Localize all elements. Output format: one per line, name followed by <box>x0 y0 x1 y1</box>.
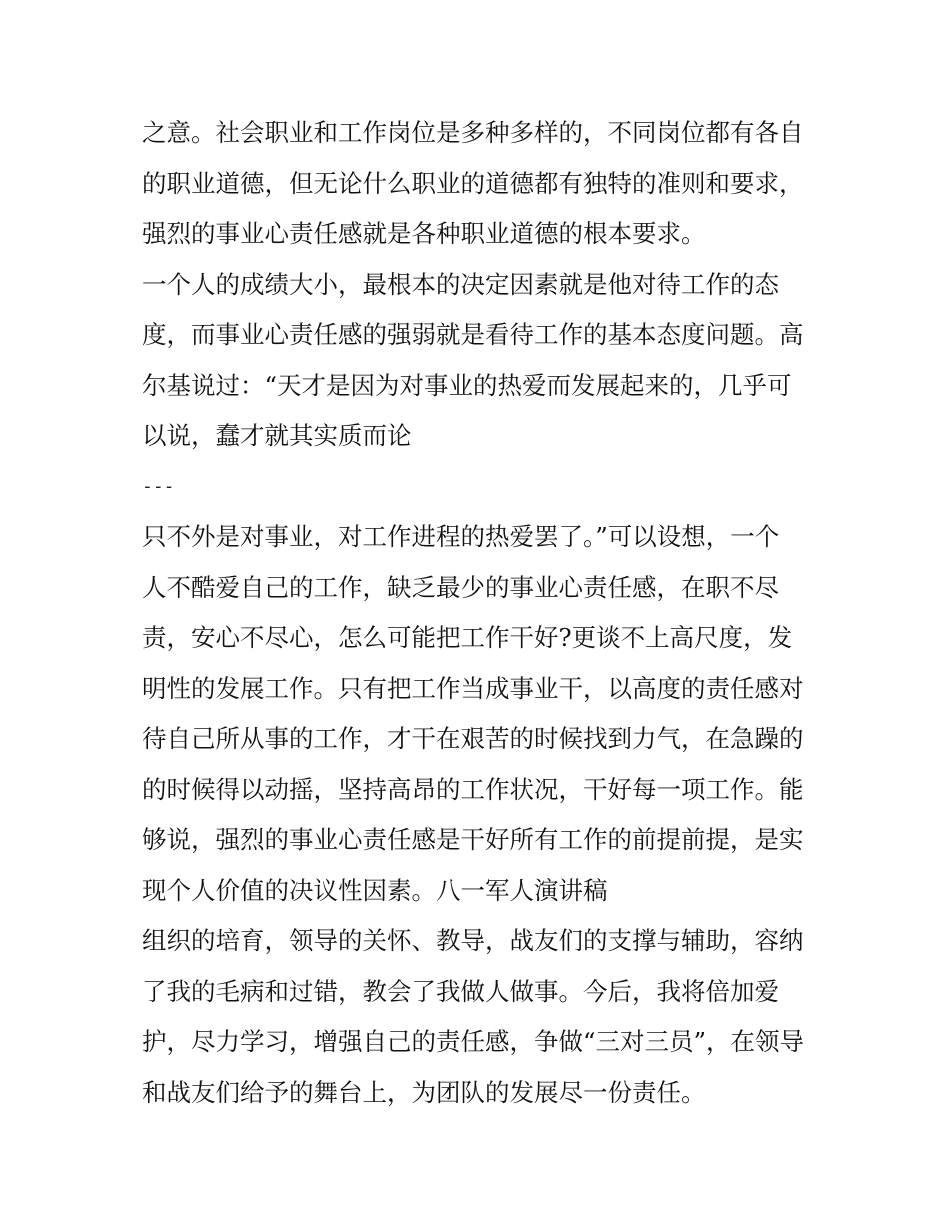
text-line: 和战友们给予的舞台上，为团队的发展尽一份责任。 <box>142 1077 706 1107</box>
text-line: 待自己所从事的工作，才干在艰苦的时候找到力气，在急躁的 <box>142 724 804 753</box>
text-line: 以说，蠢才就其实质而论 <box>142 421 412 450</box>
text-line: 只不外是对事业，对工作进程的热爱罢了。”可以设想，一个 <box>142 522 780 551</box>
text-line: 人不酷爱自己的工作，缺乏最少的事业心责任感，在职不尽 <box>142 572 779 602</box>
page-separator: --- <box>142 475 175 497</box>
text-line: 责，安心不尽心，怎么可能把工作干好?更谈不上高尺度，发 <box>142 623 793 652</box>
text-line: 够说，强烈的事业心责任感是干好所有工作的前提前提，是实 <box>142 825 804 854</box>
text-line: 之意。社会职业和工作岗位是多种多样的，不同岗位都有各自 <box>142 118 804 147</box>
text-line: 的时候得以动摇，坚持高昂的工作状况，干好每一项工作。能 <box>142 774 804 804</box>
text-line: 一个人的成绩大小，最根本的决定因素就是他对待工作的态 <box>142 269 779 299</box>
text-line: 尔基说过：“天才是因为对事业的热爱而发展起来的，几乎可 <box>142 370 792 400</box>
text-line: 现个人价值的决议性因素。八一军人演讲稿 <box>142 875 608 905</box>
text-line: 护，尽力学习，增强自己的责任感，争做“三对三员”，在领导 <box>142 1027 805 1056</box>
document-body <box>142 108 814 1118</box>
text-line: 度，而事业心责任感的强弱就是看待工作的基本态度问题。高 <box>142 320 804 349</box>
text-line: 组织的培育，领导的关怀、教导，战友们的支撑与辅助，容纳 <box>142 926 804 955</box>
text-line: 了我的毛病和过错，教会了我做人做事。今后，我将倍加爱 <box>142 976 779 1006</box>
text-line: 明性的发展工作。只有把工作当成事业干，以高度的责任感对 <box>142 673 804 703</box>
text-line: 强烈的事业心责任感就是各种职业道德的根本要求。 <box>142 219 706 248</box>
text-line: 的职业道德，但无论什么职业的道德都有独特的准则和要求， <box>142 168 804 198</box>
